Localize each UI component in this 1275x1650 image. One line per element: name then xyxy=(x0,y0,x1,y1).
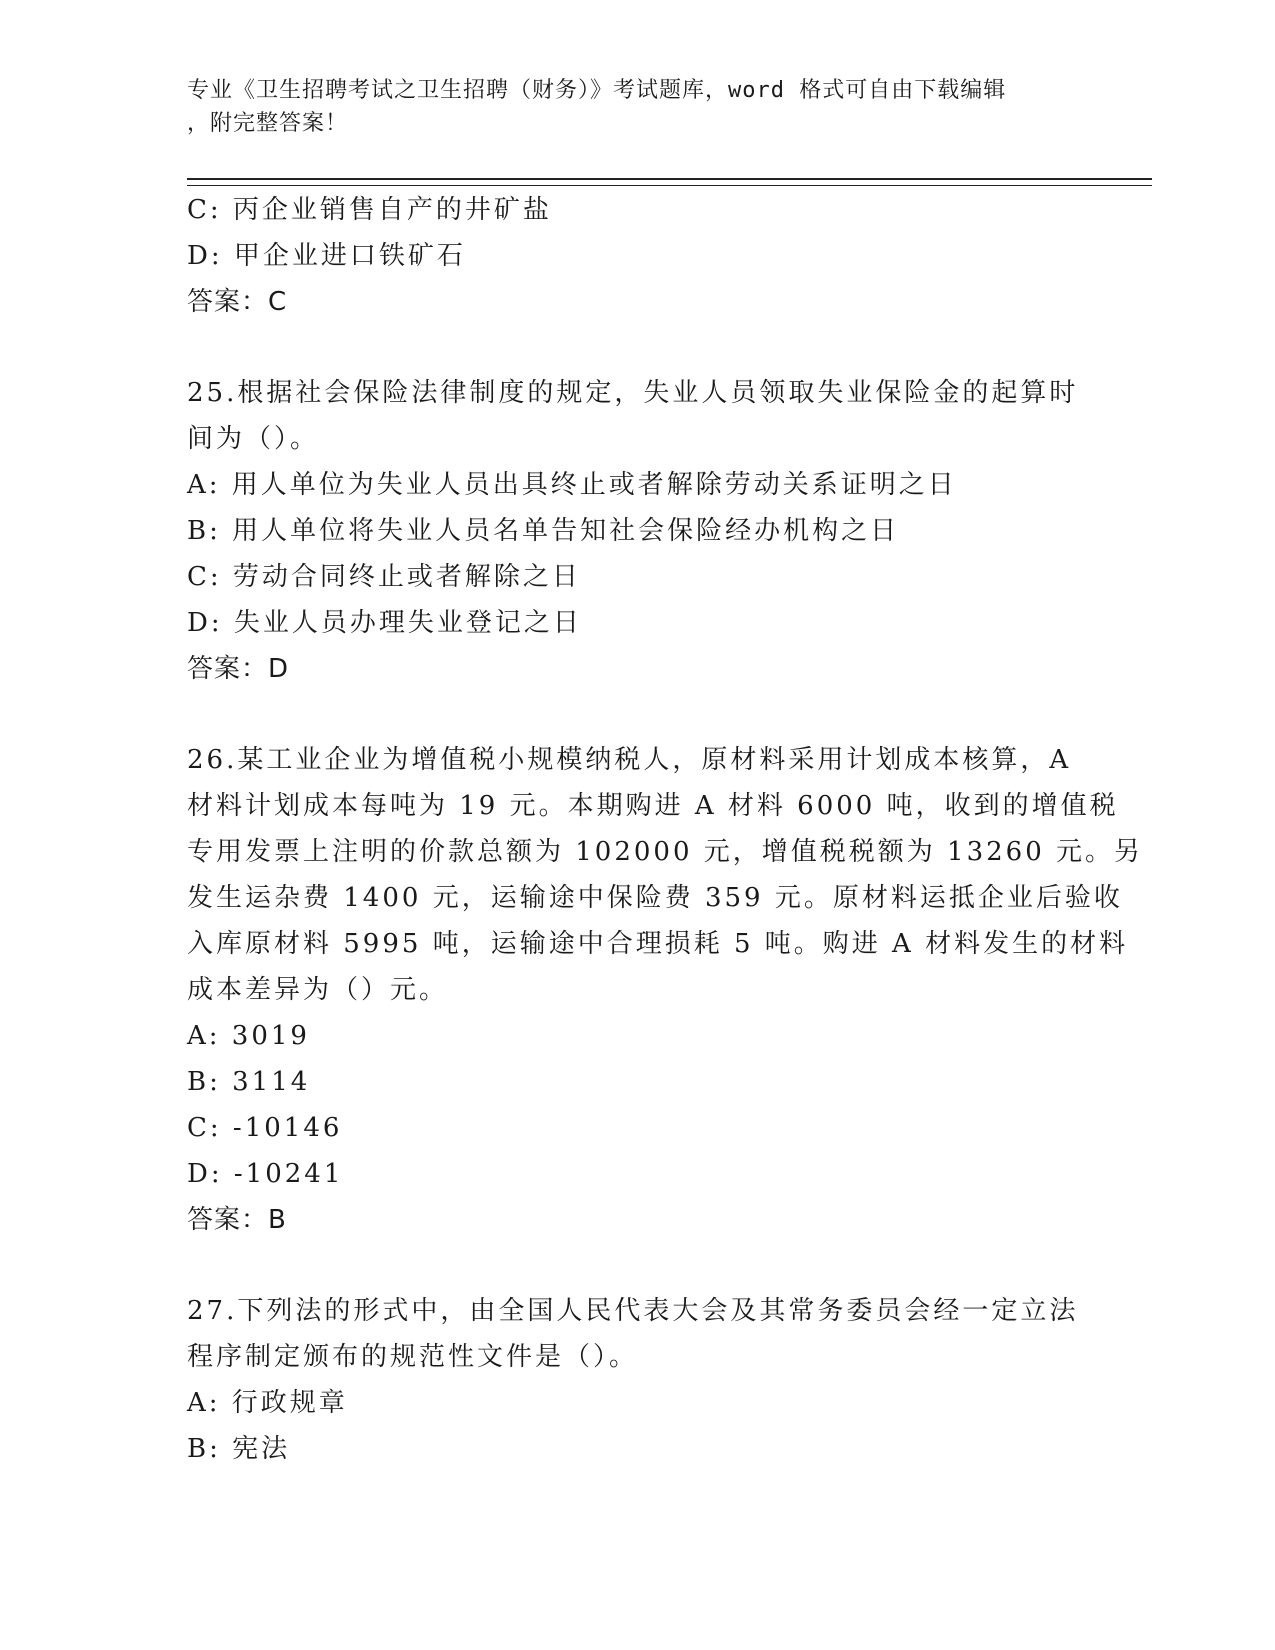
question-stem-line: 发生运杂费 1400 元，运输途中保险费 359 元。原材料运抵企业后验收 xyxy=(187,883,1123,913)
spacer xyxy=(187,325,1087,370)
option-c: C: -10146 xyxy=(187,1113,343,1143)
question-stem-line: 成本差异为（）元。 xyxy=(187,975,449,1005)
question-stem-line: 25.根据社会保险法律制度的规定，失业人员领取失业保险金的起算时 xyxy=(187,378,1079,408)
question-25 xyxy=(187,370,1087,692)
answer-line: 答案：B xyxy=(187,1205,287,1235)
question-27 xyxy=(187,1288,1087,1472)
header-divider xyxy=(187,178,1152,186)
document-header xyxy=(187,74,1067,140)
option-b: B: 用人单位将失业人员名单告知社会保险经办机构之日 xyxy=(187,516,900,546)
answer-line: 答案：C xyxy=(187,287,288,317)
option-d: D: -10241 xyxy=(187,1159,344,1189)
option-a: A: 3019 xyxy=(187,1021,310,1051)
question-stem-line: 入库原材料 5995 吨，运输途中合理损耗 5 吨。购进 A 材料发生的材料 xyxy=(187,929,1129,959)
question-stem-line: 27.下列法的形式中，由全国人民代表大会及其常务委员会经一定立法 xyxy=(187,1296,1079,1326)
question-stem-line: 间为（）。 xyxy=(187,424,320,454)
header-title-line-2: ，附完整答案！ xyxy=(187,111,349,136)
option-c: C: 丙企业销售自产的井矿盐 xyxy=(187,195,552,225)
question-stem-line: 程序制定颁布的规范性文件是（）。 xyxy=(187,1342,639,1372)
option-d: D: 甲企业进口铁矿石 xyxy=(187,241,466,271)
option-a: A: 用人单位为失业人员出具终止或者解除劳动关系证明之日 xyxy=(187,470,957,500)
question-26 xyxy=(187,737,1144,1243)
question-content xyxy=(187,187,1144,1472)
option-a: A: 行政规章 xyxy=(187,1388,348,1418)
option-d: D: 失业人员办理失业登记之日 xyxy=(187,608,582,638)
option-c: C: 劳动合同终止或者解除之日 xyxy=(187,562,581,592)
spacer xyxy=(187,1243,1087,1288)
header-title-line-1: 专业《卫生招聘考试之卫生招聘（财务）》考试题库，word 格式可自由下载编辑 xyxy=(187,78,1007,103)
question-stem-line: 材料计划成本每吨为 19 元。本期购进 A 材料 6000 吨，收到的增值税 xyxy=(187,791,1119,821)
spacer xyxy=(187,692,1087,737)
question-stem-line: 专用发票上注明的价款总额为 102000 元，增值税税额为 13260 元。另 xyxy=(187,837,1144,867)
previous-question-tail xyxy=(187,187,1087,325)
answer-line: 答案：D xyxy=(187,654,290,684)
option-b: B: 宪法 xyxy=(187,1434,291,1464)
option-b: B: 3114 xyxy=(187,1067,311,1097)
question-stem-line: 26.某工业企业为增值税小规模纳税人，原材料采用计划成本核算，A xyxy=(187,745,1072,775)
